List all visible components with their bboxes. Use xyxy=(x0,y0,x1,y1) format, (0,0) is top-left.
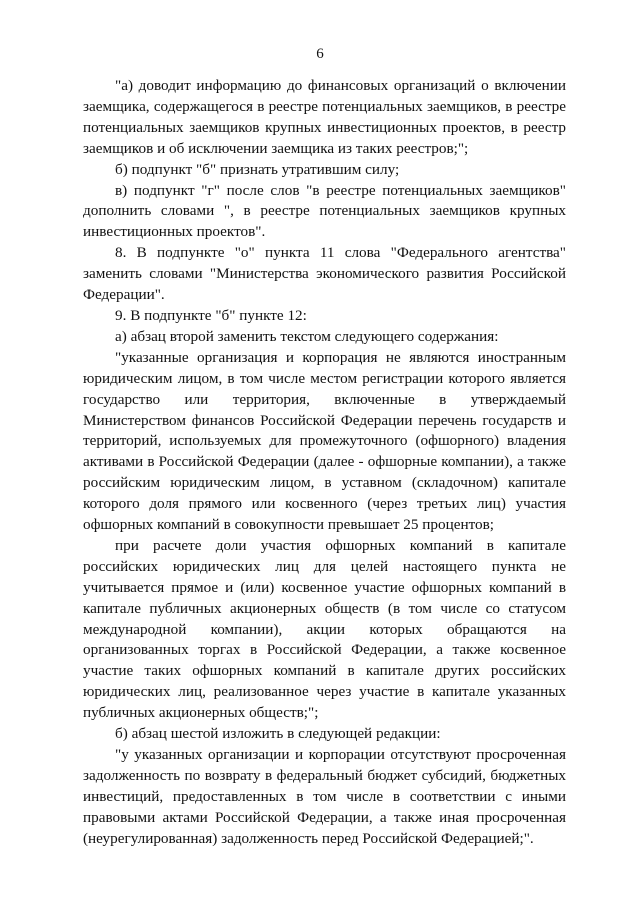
document-body xyxy=(83,76,566,850)
paragraph-1: "а) доводит информацию до финансовых организаций о включении заемщика, содержащегося в реестре потенциальных заемщиков, в реестре потенциальных заемщиков крупных инвестиционных проектов, в реестр заемщиков и об исключении заемщика из таких реестров;"; xyxy=(83,77,566,157)
paragraph-10: "у указанных организации и корпорации отсутствуют просроченная задолженность по возврату в федеральный бюджет субсидий, бюджетных инвестиций, предоставленных в том числе в соответствии с иными правовыми актами Российской Федерации, а также иная просроченная (неурегулированная) задолженность перед Российской Федерацией;". xyxy=(83,746,566,847)
paragraph-4: 8. В подпункте "о" пункта 11 слова "Федерального агентства" заменить словами "Министерства экономического развития Российской Федерации". xyxy=(83,244,566,304)
paragraph-8: при расчете доли участия офшорных компаний в капитале российских юридических лиц для целей настоящего пункта не учитывается прямое и (или) косвенное участие офшорных компаний в капитале публичных акционерных обществ (в том числе со статусом международной компании), акции которых обращаются на организованных торгах в Российской Федерации, а также косвенное участие таких офшорных компаний в капитале других российских юридических лиц, реализованное через участие в капитале указанных публичных акционерных обществ;"; xyxy=(83,536,566,722)
paragraph-3: в) подпункт "г" после слов "в реестре потенциальных заемщиков" дополнить словами ", в реестре потенциальных заемщиков крупных инвестиционных проектов". xyxy=(83,181,566,241)
paragraph-7: "указанные организация и корпорация не являются иностранным юридическим лицом, в том числе местом регистрации которого является государство или территория, включенные в утверждаемый Министерством финансов Российской Федерации перечень государств и территорий, используемых для промежуточного (офшорного) владения активами в Российской Федерации (далее - офшорные компании), а также российским юридическим лицом, в уставном (складочном) капитале которого доля прямого или косвенного (через третьих лиц) участия офшорных компаний в совокупности превышает 25 процентов; xyxy=(83,348,566,534)
paragraph-2: б) подпункт "б" признать утратившим силу; xyxy=(115,160,400,178)
page-number: 6 xyxy=(316,46,324,62)
paragraph-5: 9. В подпункте "б" пункте 12: xyxy=(115,306,307,324)
paragraph-9: б) абзац шестой изложить в следующей редакции: xyxy=(115,725,441,743)
paragraph-6: а) абзац второй заменить текстом следующего содержания: xyxy=(115,327,499,345)
